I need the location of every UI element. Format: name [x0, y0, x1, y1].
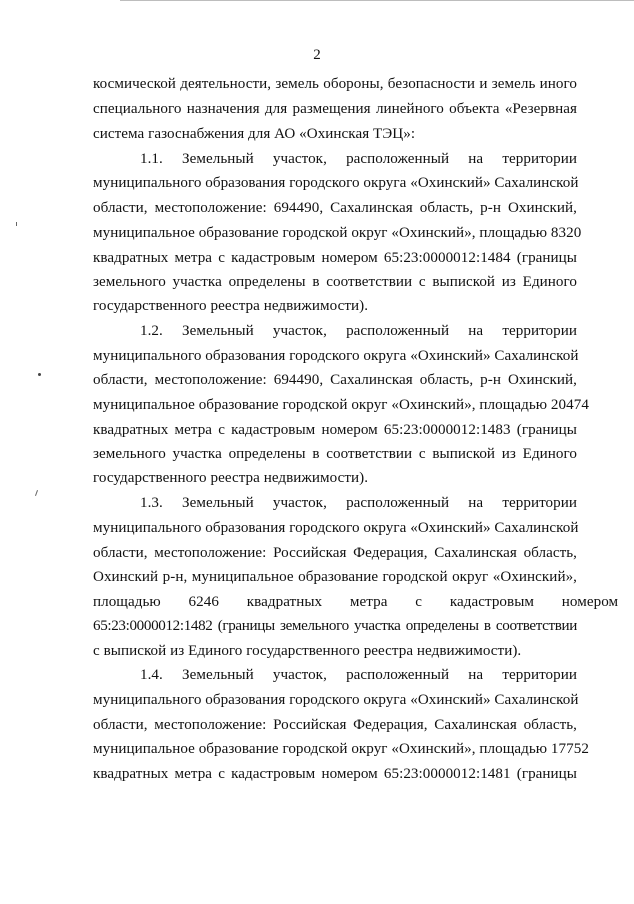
page-number: 2 — [313, 47, 321, 63]
top-border-line — [120, 0, 634, 1]
text-line: муниципального образования городского округа «Охинский» Сахалинской — [93, 348, 579, 364]
text-line: области, местоположение: Российская Федерация, Сахалинская область, — [93, 717, 577, 733]
text-line: области, местоположение: Российская Федерация, Сахалинская область, — [93, 545, 577, 561]
text-line: земельного участка определены в соответствии с выпиской из Единого — [93, 446, 577, 462]
text-line: квадратных метра с кадастровым номером 65:23:0000012:1484 (границы — [93, 250, 577, 266]
text-line: квадратных метра с кадастровым номером 65:23:0000012:1481 (границы — [93, 766, 577, 782]
clause-1-2-heading: 1.2. Земельный участок, расположенный на территории — [140, 323, 577, 339]
scan-dot-mark — [38, 373, 41, 376]
text-line: муниципальное образование городской округ «Охинский», площадью 20474 — [93, 397, 589, 413]
clause-1-3-heading: 1.3. Земельный участок, расположенный на территории — [140, 495, 577, 511]
text-line: муниципальное образование городской округ «Охинский», площадью 8320 — [93, 225, 582, 241]
text-line: квадратных метра с кадастровым номером 65:23:0000012:1483 (границы — [93, 422, 577, 438]
text-line: специального назначения для размещения линейного объекта «Резервная — [93, 101, 577, 117]
clause-1-4-heading: 1.4. Земельный участок, расположенный на территории — [140, 667, 577, 683]
clause-1-1-heading: 1.1. Земельный участок, расположенный на территории — [140, 151, 577, 167]
scan-tick-mark — [35, 490, 38, 496]
text-line: 65:23:0000012:1482 (границы земельного участка определены в соответствии — [93, 618, 577, 634]
text-line: муниципальное образование городской округ «Охинский», площадью 17752 — [93, 741, 589, 757]
text-line: с выпиской из Единого государственного реестра недвижимости). — [93, 643, 522, 659]
text-line: муниципального образования городского округа «Охинский» Сахалинской — [93, 520, 579, 536]
text-line: области, местоположение: 694490, Сахалинская область, р-н Охинский, — [93, 372, 577, 388]
text-line: система газоснабжения для АО «Охинская ТЭЦ»: — [93, 126, 416, 142]
text-line: государственного реестра недвижимости). — [93, 470, 369, 486]
text-line: области, местоположение: 694490, Сахалинская область, р-н Охинский, — [93, 200, 577, 216]
text-line: государственного реестра недвижимости). — [93, 298, 369, 314]
text-line: муниципального образования городского округа «Охинский» Сахалинской — [93, 692, 579, 708]
scan-tick-mark — [16, 222, 17, 226]
text-line: космической деятельности, земель обороны, безопасности и земель иного — [93, 76, 577, 92]
text-line: муниципального образования городского округа «Охинский» Сахалинской — [93, 175, 579, 191]
text-line: площадью 6246 квадратных метра с кадастровым номером — [93, 594, 619, 610]
text-line: земельного участка определены в соответствии с выпиской из Единого — [93, 274, 577, 290]
text-line: Охинский р-н, муниципальное образование городской округ «Охинский», — [93, 569, 577, 585]
